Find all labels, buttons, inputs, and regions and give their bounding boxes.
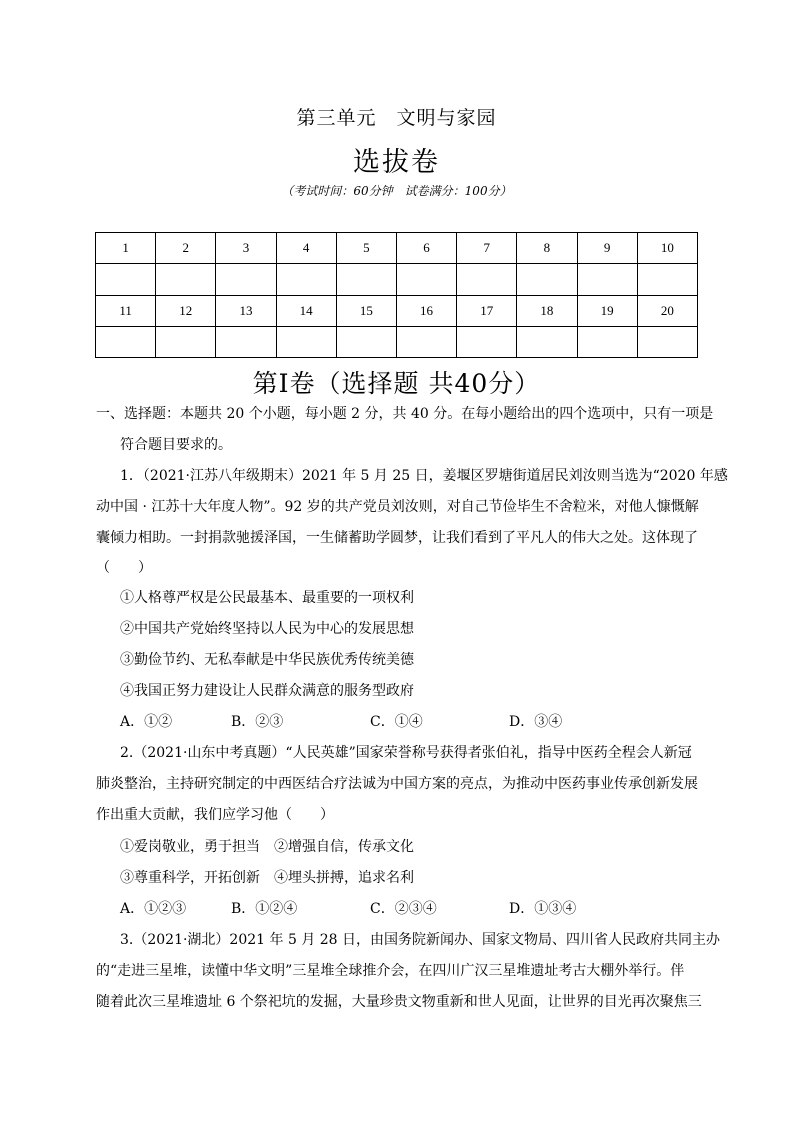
answer-number-cell: 3 [216,233,276,264]
exam-info: （考试时间：60分钟 试卷满分：100分） [281,184,512,198]
question-2-option-c[interactable]: C．②③④ [370,901,437,917]
answer-blank-cell[interactable] [637,264,697,295]
answer-number-cell: 7 [457,233,517,264]
answer-number-cell: 4 [276,233,336,264]
answer-number-cell: 14 [276,295,336,326]
question-2-option-a[interactable]: A．①②③ [120,901,187,917]
answer-table [95,232,698,358]
question-2-option-b[interactable]: B．①②④ [231,901,298,917]
answer-blank-cell[interactable] [577,326,637,357]
answer-number-row [96,295,698,326]
answer-number-cell: 17 [457,295,517,326]
answer-blank-cell[interactable] [637,326,697,357]
question-3-text: 的“走进三星堆，读懂中华文明”三星堆全球推介会，在四川广汉三星堆遗址考古大棚外举行。伴 [96,963,685,979]
question-1-text: 囊倾力相助。一封捐款驰援泽国，一生储蓄助学圆梦，让我们看到了平凡人的伟大之处。这体现了 [96,530,698,546]
answer-number-row [96,233,698,264]
answer-blank-cell[interactable] [96,326,156,357]
question-1-option-d[interactable]: D．③④ [509,714,563,730]
answer-blank-cell[interactable] [577,264,637,295]
answer-blank-cell[interactable] [457,264,517,295]
answer-blank-cell[interactable] [156,326,216,357]
instruction-line: 一、选择题：本题共 20 个小题，每小题 2 分，共 40 分。在每小题给出的四个选项中，只有一项是 [96,406,714,422]
answer-number-cell: 11 [96,295,156,326]
question-2-option-d[interactable]: D．①③④ [509,901,577,917]
answer-blank-row [96,264,698,295]
question-2-text: 肺炎整治，主持研究制定的中西医结合疗法诚为中国方案的亮点，为推动中医药事业传承创新发展 [96,776,698,792]
question-1-statement: ③勤俭节约、无私奉献是中华民族优秀传统美德 [120,652,414,668]
question-2-text: 作出重大贡献，我们应学习他（ ） [96,807,334,823]
question-1-option-a[interactable]: A．①② [120,714,173,730]
answer-number-cell: 18 [517,295,577,326]
question-1-blank: （ ） [96,560,152,576]
answer-number-cell: 1 [96,233,156,264]
question-1-text: 1．（2021·江苏八年级期末）2021 年 5 月 25 日，姜堰区罗塘街道居民刘汝则当选为“2020 年感 [120,468,728,484]
answer-blank-cell[interactable] [396,326,456,357]
question-2-text: 2.（2021·山东中考真题）“人民英雄”国家荣誉称号获得者张伯礼，指导中医药全程会人新冠 [120,745,692,761]
question-2-statement: ①爱岗敬业，勇于担当 ②增强自信，传承文化 [120,839,414,855]
answer-number-cell: 16 [396,295,456,326]
answer-blank-cell[interactable] [276,264,336,295]
answer-number-cell: 6 [396,233,456,264]
answer-blank-cell[interactable] [517,264,577,295]
answer-number-cell: 20 [637,295,697,326]
unit-title: 第三单元 文明与家园 [296,107,497,129]
question-1-statement: ④我国正努力建设让人民群众满意的服务型政府 [120,683,414,699]
answer-blank-cell[interactable] [216,326,276,357]
answer-blank-cell[interactable] [96,264,156,295]
question-1-statement: ①人格尊严权是公民最基本、最重要的一项权利 [120,590,414,606]
question-1-option-c[interactable]: C．①④ [370,714,423,730]
section-title: 第Ⅰ卷（选择题 共40分） [252,369,541,398]
answer-blank-cell[interactable] [336,326,396,357]
question-1-option-b[interactable]: B．②③ [231,714,284,730]
answer-number-cell: 10 [637,233,697,264]
answer-blank-cell[interactable] [336,264,396,295]
answer-number-cell: 9 [577,233,637,264]
question-3-text: 随着此次三星堆遗址 6 个祭祀坑的发掘，大量珍贵文物重新和世人见面，让世界的目光再次聚焦三 [96,994,702,1010]
instruction-line: 符合题目要求的。 [120,437,232,453]
answer-number-cell: 13 [216,295,276,326]
answer-blank-cell[interactable] [216,264,276,295]
answer-blank-cell[interactable] [276,326,336,357]
question-3-text: 3.（2021·湖北）2021 年 5 月 28 日，由国务院新闻办、国家文物局、四川省人民政府共同主办 [120,932,721,948]
question-2-statement: ③尊重科学，开拓创新 ④埋头拼搏，追求名利 [120,870,414,886]
answer-number-cell: 8 [517,233,577,264]
question-1-text: 动中国 · 江苏十大年度人物”。92 岁的共产党员刘汝则，对自己节俭毕生不舍粒米，对他人慷慨解 [96,499,699,515]
main-title: 选拔卷 [353,147,440,178]
answer-blank-cell[interactable] [156,264,216,295]
answer-number-cell: 19 [577,295,637,326]
answer-number-cell: 15 [336,295,396,326]
answer-number-cell: 12 [156,295,216,326]
question-1-statement: ②中国共产党始终坚持以人民为中心的发展思想 [120,621,414,637]
answer-blank-row [96,326,698,357]
answer-blank-cell[interactable] [457,326,517,357]
answer-blank-cell[interactable] [396,264,456,295]
answer-blank-cell[interactable] [517,326,577,357]
answer-number-cell: 2 [156,233,216,264]
answer-number-cell: 5 [336,233,396,264]
